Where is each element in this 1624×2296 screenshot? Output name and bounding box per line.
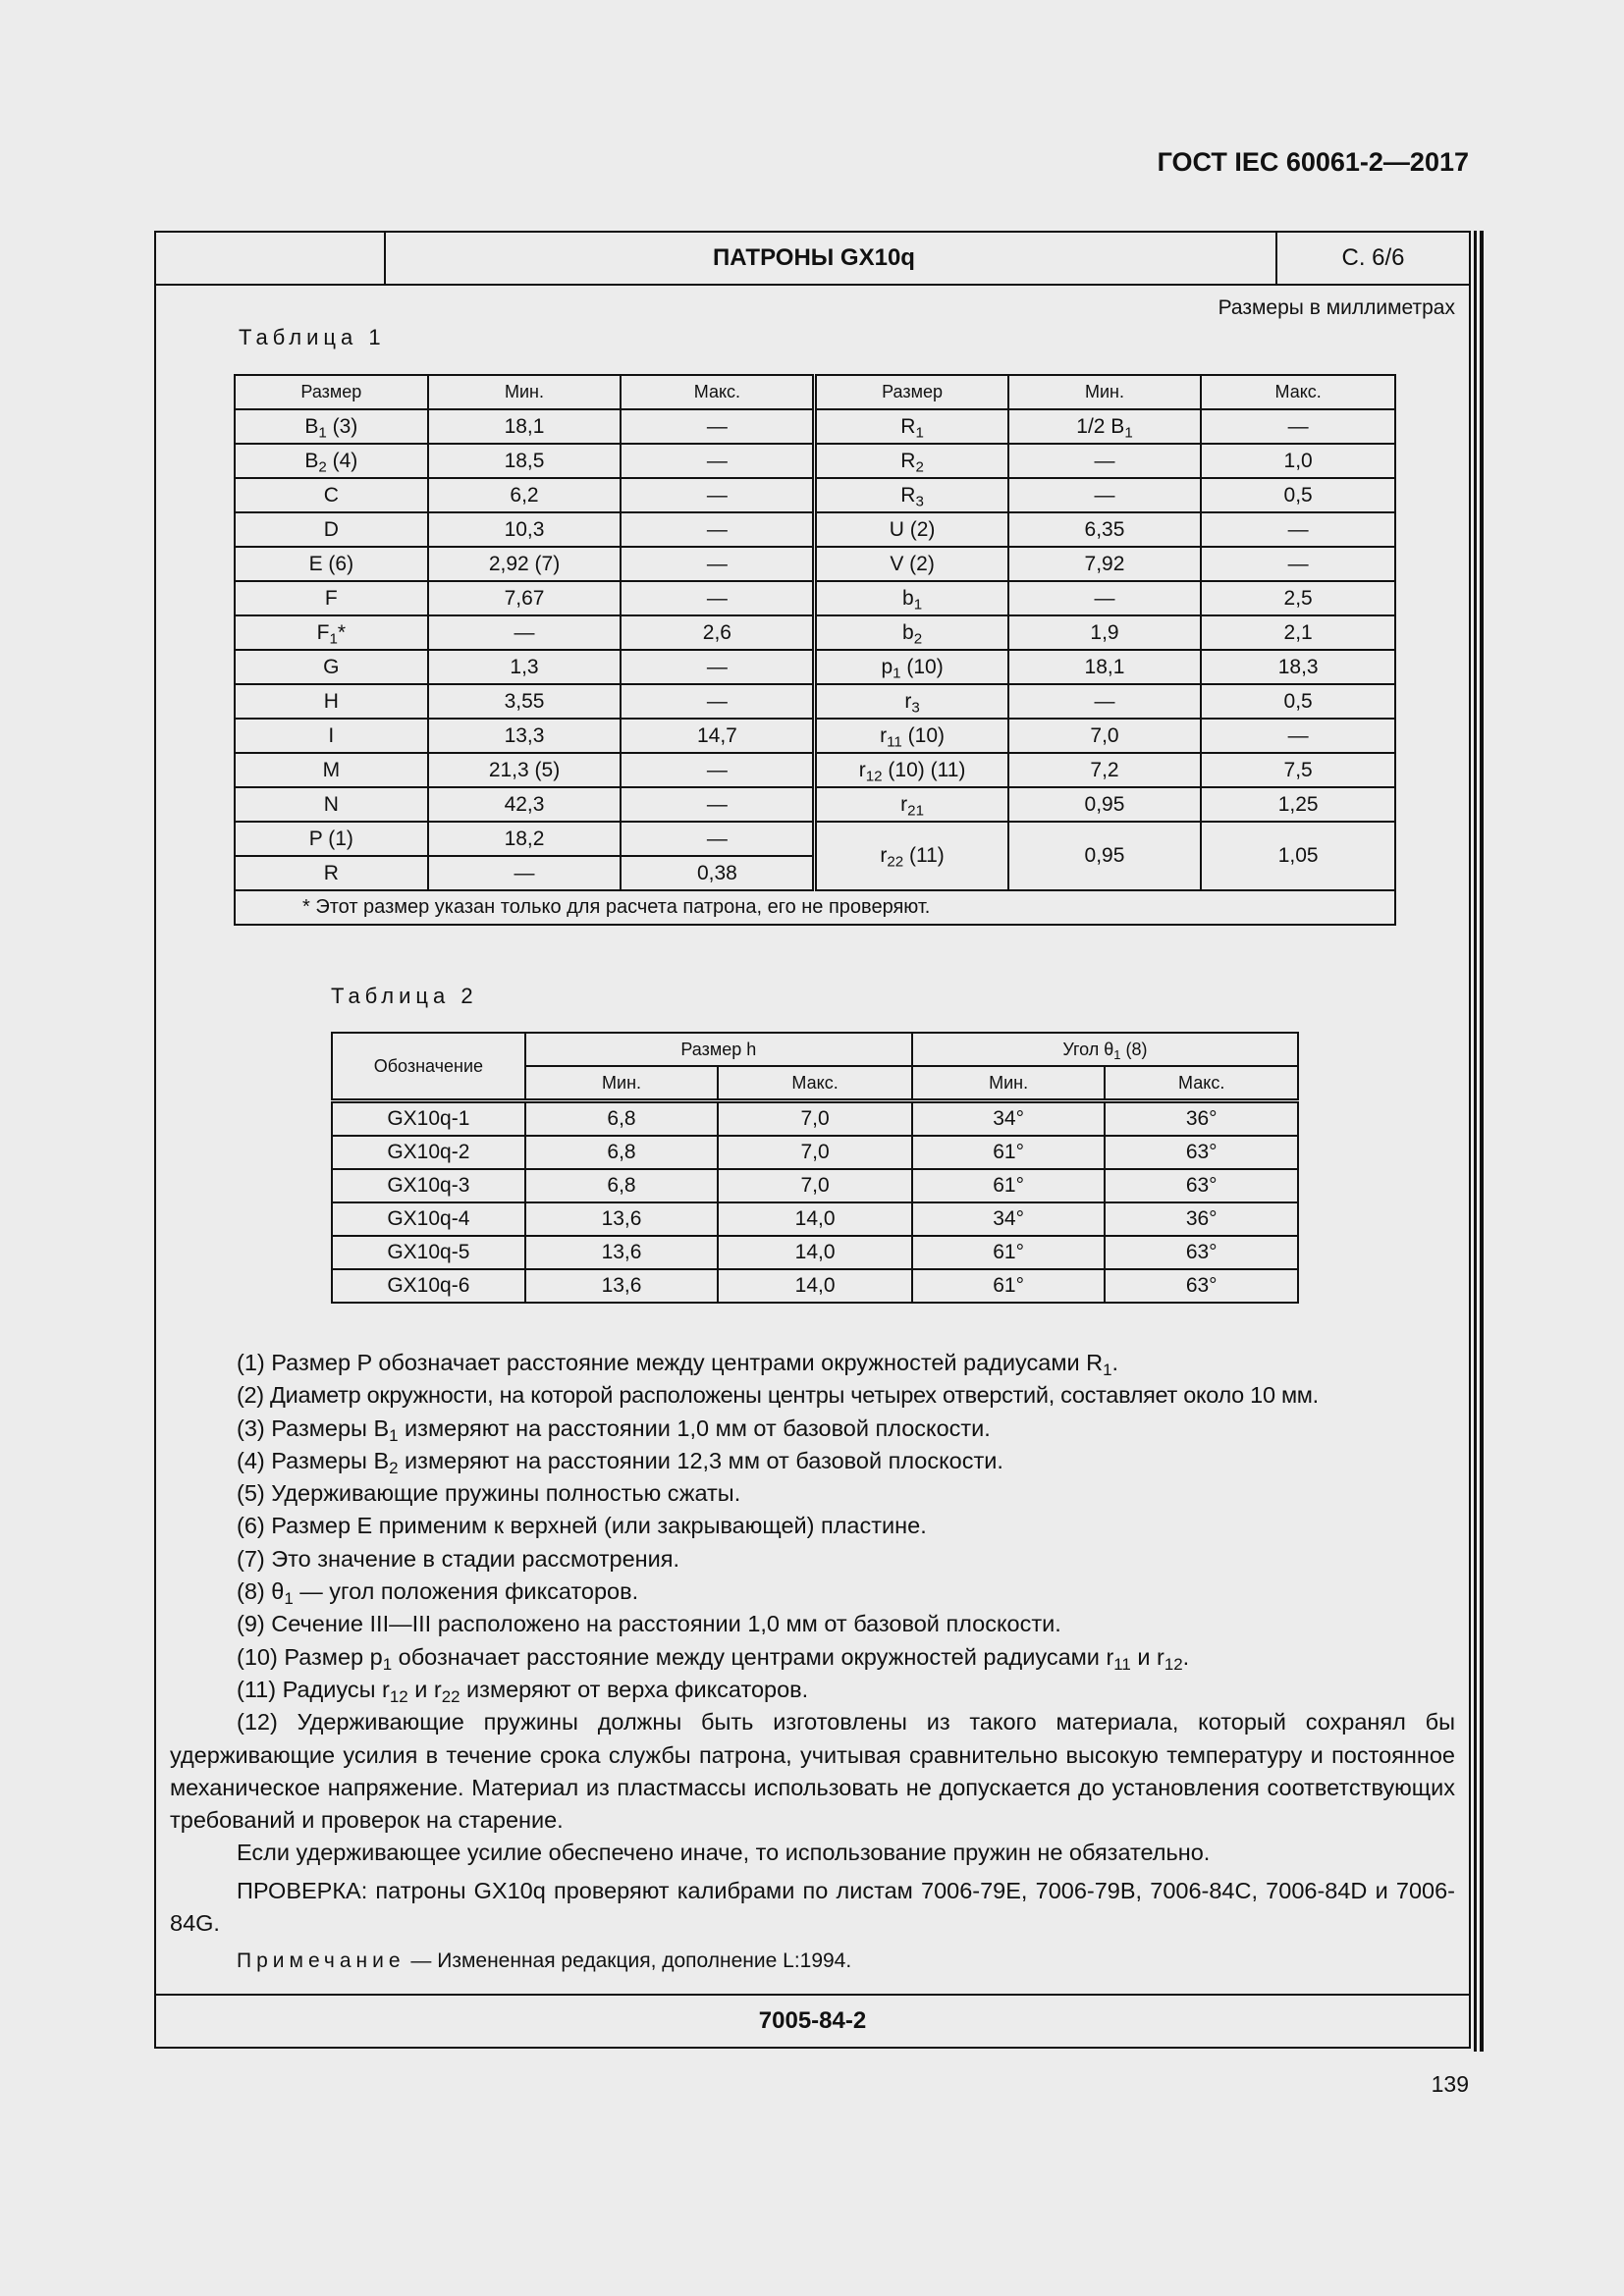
frame-edge-line (1474, 231, 1477, 2052)
cell-h-min: 13,6 (525, 1202, 719, 1236)
cell-max: 1,0 (1201, 444, 1395, 478)
note-4: (4) Размеры $B_2$ измеряют на расстоянии 12,3 мм от базовой плоскости. (237, 1447, 1003, 1477)
cell-h-min: 13,6 (525, 1236, 719, 1269)
cell-max: 2,6 (621, 615, 815, 650)
cell-h-max: 14,0 (718, 1269, 912, 1303)
cell-max: — (1201, 409, 1395, 444)
table1-row (235, 787, 1395, 822)
cell-min: 0,95 (1008, 822, 1202, 890)
check-paragraph: ПРОВЕРКА: патроны GX10q проверяют калибрами по листам 7006-79E, 7006-79B, 7006-84C, 7006-84D и 7006-84G. (170, 1877, 1455, 1937)
sheet-number: С. 6/6 (1275, 233, 1469, 284)
cell-min: 2,92 (7) (428, 547, 622, 581)
table1-row (235, 719, 1395, 753)
cell-max: 1,05 (1201, 822, 1395, 890)
cell-max: 14,7 (621, 719, 815, 753)
cell-max: 7,5 (1201, 753, 1395, 787)
note-5: (5) Удерживающие пружины полностью сжаты. (237, 1480, 741, 1507)
table2-row (332, 1136, 1298, 1169)
cell-min: — (428, 615, 622, 650)
cell-min: 10,3 (428, 512, 622, 547)
cell-size: R (235, 856, 428, 890)
table1-row (235, 444, 1395, 478)
cell-max: 18,3 (1201, 650, 1395, 684)
cell-min: 42,3 (428, 787, 622, 822)
table1-row (235, 547, 1395, 581)
cell-min: 1,9 (1008, 615, 1202, 650)
cell-min: 6,2 (428, 478, 622, 512)
cell-designation: GX10q-5 (332, 1236, 525, 1269)
sheet-header (156, 233, 1469, 286)
cell-size: U (2) (815, 512, 1008, 547)
cell-angle-max: 63° (1105, 1269, 1298, 1303)
cell-size: $r_3$ (815, 684, 1008, 719)
cell-max: — (621, 822, 815, 856)
cell-size: $R_2$ (815, 444, 1008, 478)
table2-row (332, 1101, 1298, 1137)
cell-min: — (1008, 444, 1202, 478)
table1-row (235, 478, 1395, 512)
cell-designation: GX10q-6 (332, 1269, 525, 1303)
cell-size: $B_1$ (3) (235, 409, 428, 444)
cell-min: 1,3 (428, 650, 622, 684)
cell-min: 7,92 (1008, 547, 1202, 581)
cell-size: I (235, 719, 428, 753)
table2-caption: Таблица 2 (331, 984, 478, 1008)
note-2: (2) Диаметр окружности, на которой расположены центры четырех отверстий, составляет около 10 мм. (237, 1382, 1319, 1409)
cell-min: 7,2 (1008, 753, 1202, 787)
cell-max: — (621, 787, 815, 822)
table2-row (332, 1169, 1298, 1202)
table2-row (332, 1202, 1298, 1236)
cell-size: $F_1*$ (235, 615, 428, 650)
cell-size: $b_1$ (815, 581, 1008, 615)
page-number: 139 (1431, 2071, 1469, 2097)
cell-max: 2,5 (1201, 581, 1395, 615)
cell-size: G (235, 650, 428, 684)
cell-size: $B_2$ (4) (235, 444, 428, 478)
cell-min: 13,3 (428, 719, 622, 753)
cell-size: V (2) (815, 547, 1008, 581)
units-note: Размеры в миллиметрах (1218, 296, 1455, 319)
table1-row (235, 581, 1395, 615)
table1-header-row (235, 375, 1395, 409)
table1-footnote: * Этот размер указан только для расчета патрона, его не проверяют. (235, 890, 1395, 925)
cell-angle-max: 63° (1105, 1136, 1298, 1169)
table1-row (235, 409, 1395, 444)
cell-size: N (235, 787, 428, 822)
cell-size: H (235, 684, 428, 719)
cell-min: 18,1 (1008, 650, 1202, 684)
cell-max: 0,38 (621, 856, 815, 890)
header-designation: Обозначение (332, 1033, 525, 1101)
cell-max: 0,5 (1201, 478, 1395, 512)
note-11: (11) Радиусы $r_{12}$ и $r_{22}$ измеряют от верха фиксаторов. (237, 1676, 809, 1707)
cell-angle-max: 63° (1105, 1169, 1298, 1202)
table1-row (235, 650, 1395, 684)
cell-h-max: 7,0 (718, 1101, 912, 1137)
table1-row (235, 512, 1395, 547)
designation-table (331, 1032, 1299, 1304)
cell-h-max: 14,0 (718, 1236, 912, 1269)
cell-min: 1/2 $B_1$ (1008, 409, 1202, 444)
header-blank-cell (156, 233, 386, 284)
cell-max: — (621, 512, 815, 547)
header-size-h: Размер h (525, 1033, 912, 1066)
cell-h-min: 6,8 (525, 1101, 719, 1137)
cell-min: — (1008, 581, 1202, 615)
header-max: Макс. (621, 375, 815, 409)
table2-row (332, 1236, 1298, 1269)
header-size: Размер (815, 375, 1008, 409)
table1-row (235, 753, 1395, 787)
cell-h-min: 6,8 (525, 1136, 719, 1169)
cell-size: M (235, 753, 428, 787)
cell-size: D (235, 512, 428, 547)
cell-min: 18,5 (428, 444, 622, 478)
table1-caption: Таблица 1 (239, 325, 386, 349)
note-8: (8) $\theta_1$ — угол положения фиксаторов. (237, 1578, 639, 1609)
table1-row (235, 684, 1395, 719)
table1-row-p (235, 822, 1395, 856)
cell-designation: GX10q-2 (332, 1136, 525, 1169)
header-min: Мин. (428, 375, 622, 409)
remark-paragraph: Примечание — Измененная редакция, дополнение L:1994. (237, 1949, 852, 1973)
cell-size: $R_3$ (815, 478, 1008, 512)
note-12: (12) Удерживающие пружины должны быть изготовлены из такого материала, который сохранял бы удерживающие усилия в течение срока службы патрона, учитывая сравнительно высокую температуру и постоянное механическое напряжение. Материал из пластмассы использовать не допускается до установления соответствующих требований и проверок на старение. (170, 1709, 1455, 1834)
cell-h-max: 7,0 (718, 1136, 912, 1169)
cell-max: 2,1 (1201, 615, 1395, 650)
cell-h-max: 7,0 (718, 1169, 912, 1202)
cell-min: 0,95 (1008, 787, 1202, 822)
cell-angle-min: 34° (912, 1101, 1106, 1137)
cell-angle-max: 36° (1105, 1101, 1298, 1137)
cell-angle-max: 36° (1105, 1202, 1298, 1236)
cell-max: 0,5 (1201, 684, 1395, 719)
cell-size: $r_{22}$ (11) (815, 822, 1008, 890)
sheet-title: ПАТРОНЫ GX10q (713, 244, 915, 271)
cell-min: 18,1 (428, 409, 622, 444)
table1-footnote-row (235, 890, 1395, 925)
table2-header-row (332, 1033, 1298, 1066)
cell-size: F (235, 581, 428, 615)
cell-max: — (1201, 512, 1395, 547)
cell-max: — (621, 547, 815, 581)
cell-max: 1,25 (1201, 787, 1395, 822)
note-7: (7) Это значение в стадии рассмотрения. (237, 1545, 679, 1572)
cell-max: — (621, 478, 815, 512)
note-10: (10) Размер $p_1$ обозначает расстояние между центрами окружностей радиусами $r_{11}$ и $r_{12}$. (237, 1643, 1190, 1674)
cell-max: — (621, 444, 815, 478)
dimensions-table (234, 374, 1396, 926)
cell-size: P (1) (235, 822, 428, 856)
cell-angle-min: 61° (912, 1169, 1106, 1202)
cell-size: $r_{12}$ (10) (11) (815, 753, 1008, 787)
cell-min: 18,2 (428, 822, 622, 856)
table2-row (332, 1269, 1298, 1303)
notes-section (170, 1347, 1455, 1978)
cell-h-min: 13,6 (525, 1269, 719, 1303)
drawing-frame (154, 231, 1471, 2049)
cell-size: $p_1$ (10) (815, 650, 1008, 684)
header-max: Макс. (1201, 375, 1395, 409)
note-1: (1) Размер P обозначает расстояние между центрами окружностей радиусами $R_1$. (237, 1350, 1119, 1380)
cell-angle-min: 61° (912, 1236, 1106, 1269)
cell-size: $R_1$ (815, 409, 1008, 444)
cell-max: — (621, 650, 815, 684)
table1-row (235, 615, 1395, 650)
cell-min: — (1008, 684, 1202, 719)
cell-angle-min: 61° (912, 1269, 1106, 1303)
cell-size: E (6) (235, 547, 428, 581)
cell-size: $r_{11}$ (10) (815, 719, 1008, 753)
cell-max: — (621, 684, 815, 719)
note-6: (6) Размер E применим к верхней (или закрывающей) пластине. (237, 1513, 927, 1539)
cell-min: 6,35 (1008, 512, 1202, 547)
header-max: Макс. (1105, 1066, 1298, 1101)
cell-designation: GX10q-1 (332, 1101, 525, 1137)
cell-min: — (428, 856, 622, 890)
standard-number: ГОСТ IEC 60061-2—2017 (1157, 147, 1469, 177)
cell-angle-min: 61° (912, 1136, 1106, 1169)
cell-max: — (1201, 719, 1395, 753)
header-min: Мин. (525, 1066, 719, 1101)
cell-min: — (1008, 478, 1202, 512)
cell-angle-max: 63° (1105, 1236, 1298, 1269)
table1-body (235, 409, 1395, 925)
cell-size: C (235, 478, 428, 512)
cell-size: $b_2$ (815, 615, 1008, 650)
cell-designation: GX10q-3 (332, 1169, 525, 1202)
note-3: (3) Размеры $B_1$ измеряют на расстоянии 1,0 мм от базовой плоскости. (237, 1415, 991, 1445)
cell-angle-min: 34° (912, 1202, 1106, 1236)
table2-body (332, 1101, 1298, 1304)
header-min: Мин. (912, 1066, 1106, 1101)
cell-max: — (621, 581, 815, 615)
header-max: Макс. (718, 1066, 912, 1101)
cell-min: 7,67 (428, 581, 622, 615)
cell-min: 3,55 (428, 684, 622, 719)
note-13: Если удерживающее усилие обеспечено иначе, то использование пружин не обязательно. (237, 1840, 1211, 1866)
sheet-footer-code: 7005-84-2 (156, 1994, 1469, 2047)
cell-max: — (621, 753, 815, 787)
cell-size: $r_{21}$ (815, 787, 1008, 822)
cell-h-max: 14,0 (718, 1202, 912, 1236)
header-size: Размер (235, 375, 428, 409)
cell-min: 7,0 (1008, 719, 1202, 753)
header-min: Мин. (1008, 375, 1202, 409)
cell-designation: GX10q-4 (332, 1202, 525, 1236)
cell-h-min: 6,8 (525, 1169, 719, 1202)
cell-min: 21,3 (5) (428, 753, 622, 787)
frame-edge-line (1480, 231, 1484, 2052)
cell-max: — (1201, 547, 1395, 581)
header-angle: Угол $\theta_1$ (8) (912, 1033, 1298, 1066)
cell-max: — (621, 409, 815, 444)
note-9: (9) Сечение III—III расположено на расстоянии 1,0 мм от базовой плоскости. (237, 1611, 1061, 1637)
